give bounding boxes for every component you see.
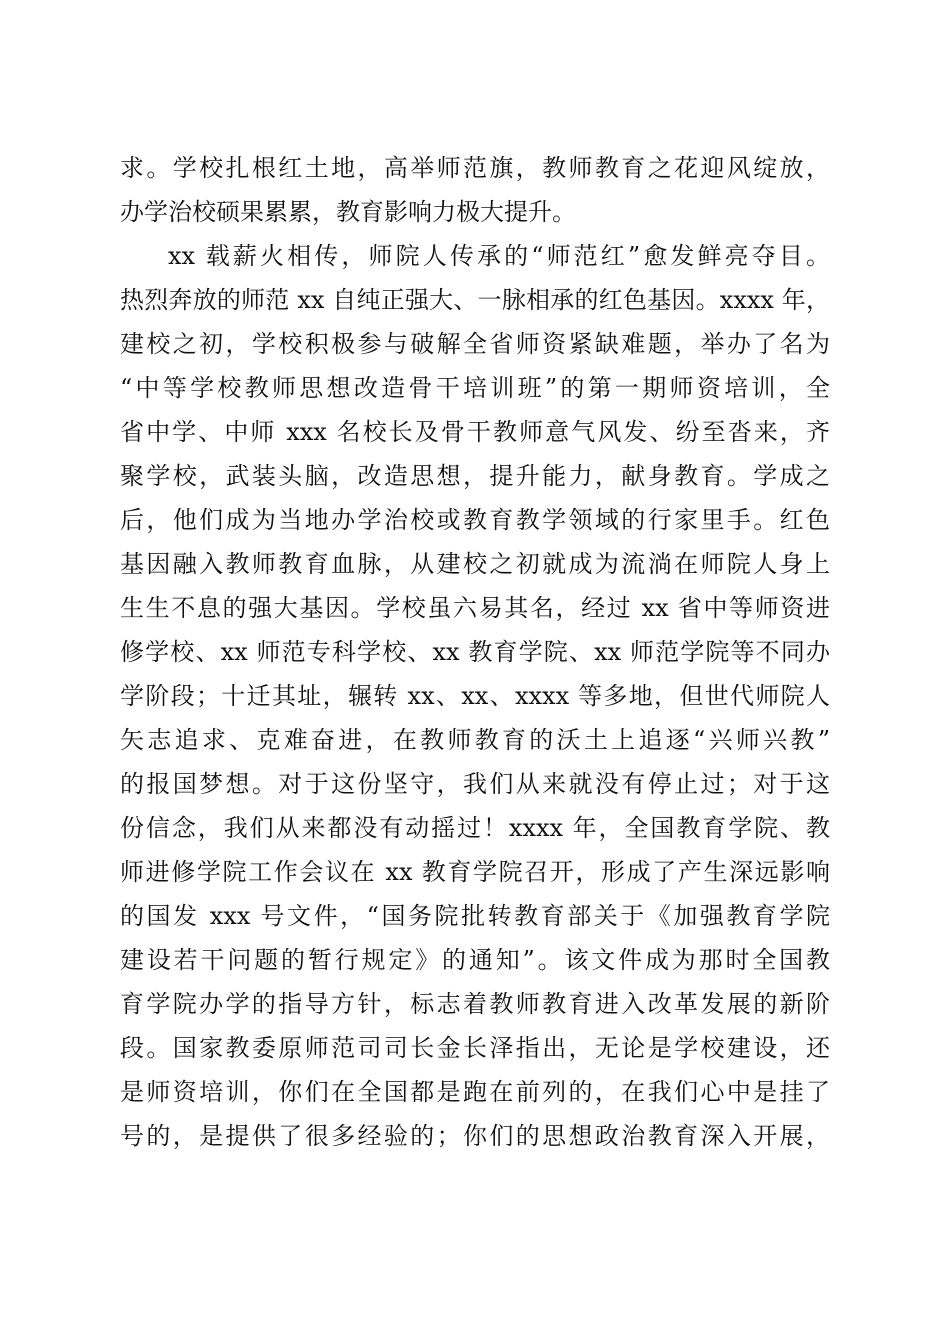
text-line: 办学治校硕果累累，教育影响力极大提升。: [120, 198, 576, 226]
text-line: “中等学校教师思想改造骨干培训班”的第一期师资培训，全: [120, 374, 830, 402]
paragraph-first-line: xx 载薪火相传，师院人传承的“师范红”愈发鲜亮夺目。: [168, 242, 830, 270]
text-line: 省中学、中师 xxx 名校长及骨干教师意气风发、纷至沓来，齐: [120, 418, 830, 446]
text-line: 号的，是提供了很多经验的；你们的思想政治教育深入开展，: [120, 1122, 830, 1150]
text-line: 生生不息的强大基因。学校虽六易其名，经过 xx 省中等师资进: [120, 594, 830, 622]
text-line: 矢志追求、克难奋进，在教师教育的沃土上追逐“兴师兴教”: [120, 726, 830, 754]
text-line: 学阶段；十迁其址，辗转 xx、xx、xxxx 等多地，但世代师院人: [120, 682, 830, 710]
text-line: 师进修学院工作会议在 xx 教育学院召开，形成了产生深远影响: [120, 858, 830, 886]
text-line: 的国发 xxx 号文件，“国务院批转教育部关于《加强教育学院: [120, 902, 830, 930]
text-line: 基因融入教师教育血脉，从建校之初就成为流淌在师院人身上: [120, 550, 830, 578]
text-line: 修学校、xx 师范专科学校、xx 教育学院、xx 师范学院等不同办: [120, 638, 830, 666]
text-line: 是师资培训，你们在全国都是跑在前列的，在我们心中是挂了: [120, 1078, 830, 1106]
text-line: 热烈奔放的师范 xx 自纯正强大、一脉相承的红色基因。xxxx 年，: [120, 286, 830, 314]
text-line: 建校之初，学校积极参与破解全省师资紧缺难题，举办了名为: [120, 330, 830, 358]
text-line: 份信念，我们从来都没有动摇过！xxxx 年，全国教育学院、教: [120, 814, 830, 842]
text-line: 后，他们成为当地办学治校或教育教学领域的行家里手。红色: [120, 506, 830, 534]
text-line: 建设若干问题的暂行规定》的通知”。该文件成为那时全国教: [120, 946, 830, 974]
text-line: 聚学校，武装头脑，改造思想，提升能力，献身教育。学成之: [120, 462, 830, 490]
text-line: 段。国家教委原师范司司长金长泽指出，无论是学校建设，还: [120, 1034, 830, 1062]
text-line: 育学院办学的指导方针，标志着教师教育进入改革发展的新阶: [120, 990, 830, 1018]
text-line: 的报国梦想。对于这份坚守，我们从来就没有停止过；对于这: [120, 770, 830, 798]
text-line: 求。学校扎根红土地，高举师范旗，教师教育之花迎风绽放，: [120, 154, 830, 182]
